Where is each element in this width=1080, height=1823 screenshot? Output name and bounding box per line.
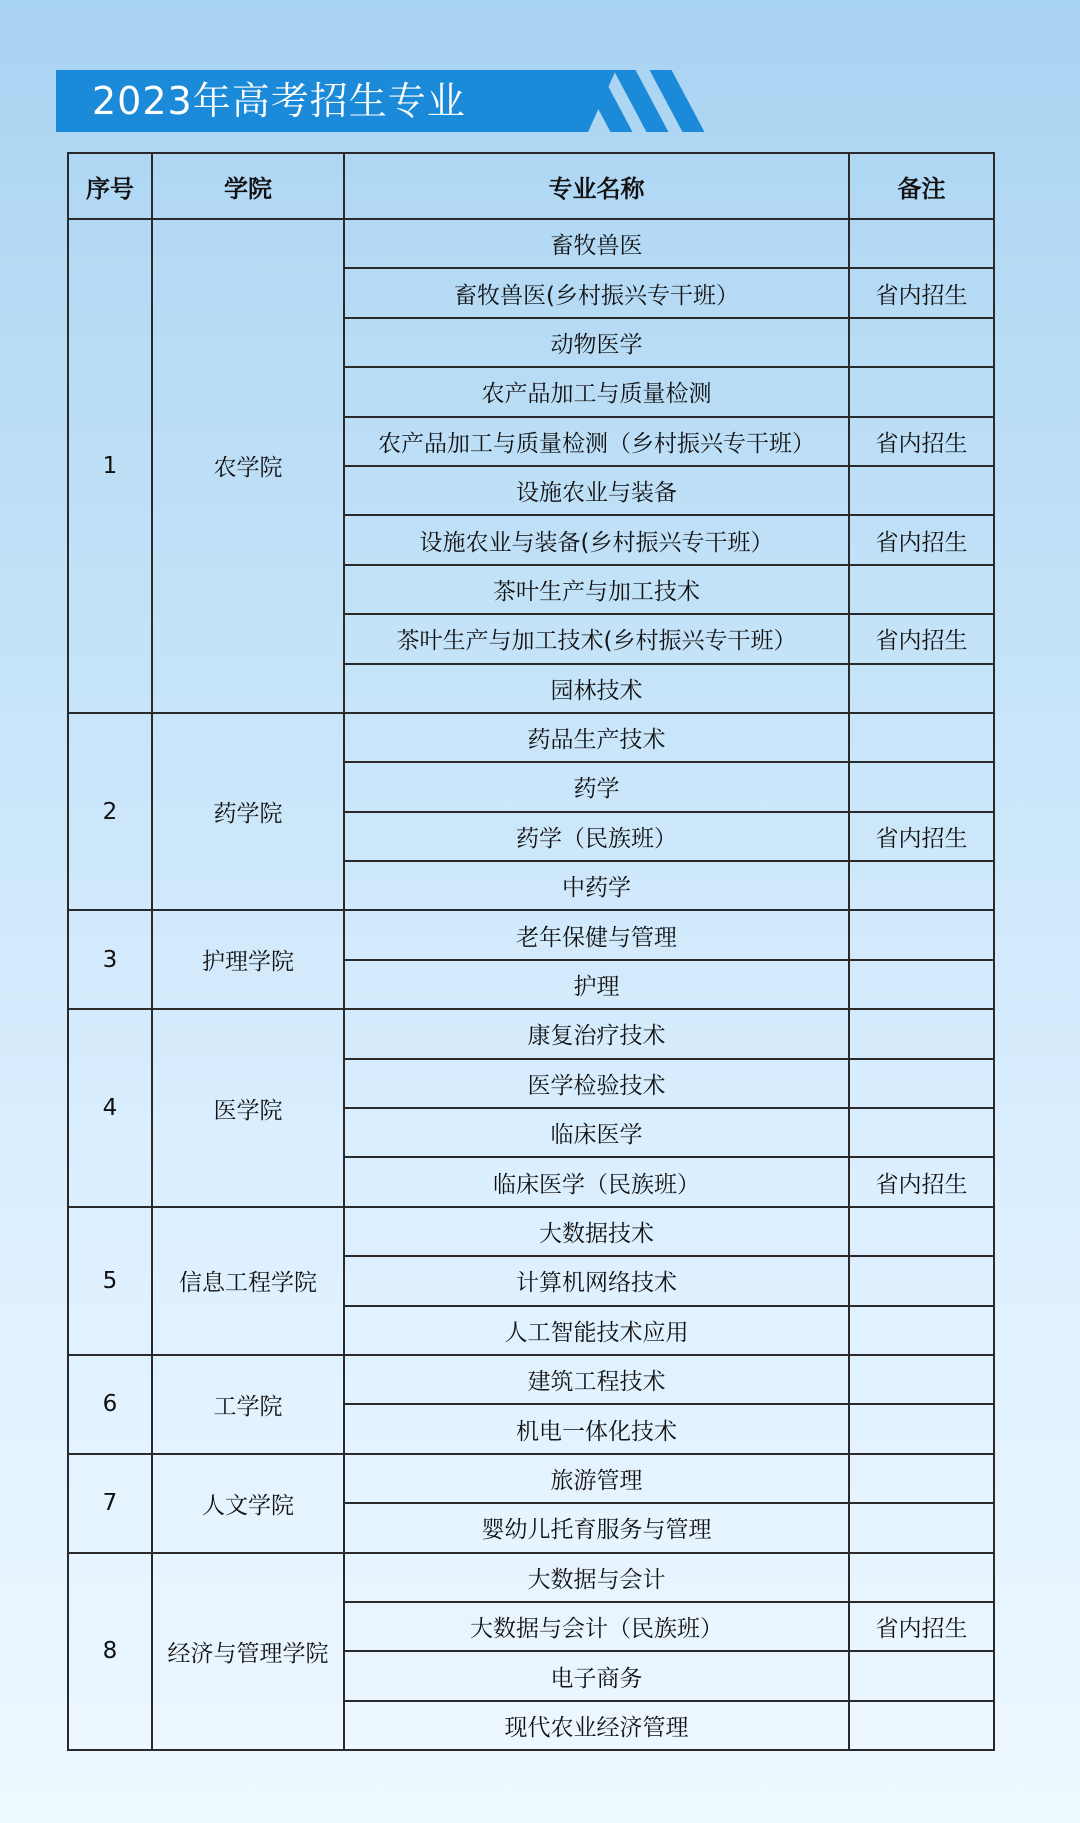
page-title: 2023年高考招生专业 xyxy=(92,79,466,123)
college-name: 工学院 xyxy=(152,1355,344,1454)
major-remark xyxy=(849,1256,994,1305)
major-name: 农产品加工与质量检测（乡村振兴专干班） xyxy=(344,417,849,466)
table-row xyxy=(68,1454,994,1503)
major-remark xyxy=(849,861,994,910)
major-remark: 省内招生 xyxy=(849,515,994,564)
college-name: 经济与管理学院 xyxy=(152,1553,344,1751)
major-name: 旅游管理 xyxy=(344,1454,849,1503)
table-row xyxy=(68,1553,994,1602)
major-remark xyxy=(849,367,994,416)
major-remark xyxy=(849,713,994,762)
major-remark xyxy=(849,1553,994,1602)
major-name: 护理 xyxy=(344,960,849,1009)
major-name: 医学检验技术 xyxy=(344,1059,849,1108)
college-name: 药学院 xyxy=(152,713,344,911)
major-remark xyxy=(849,1059,994,1108)
major-name: 康复治疗技术 xyxy=(344,1009,849,1058)
major-name: 大数据技术 xyxy=(344,1207,849,1256)
major-remark xyxy=(849,1454,994,1503)
group-index: 6 xyxy=(68,1355,152,1454)
major-remark xyxy=(849,1009,994,1058)
table-row xyxy=(68,219,994,268)
major-remark xyxy=(849,1108,994,1157)
major-remark xyxy=(849,960,994,1009)
major-name: 现代农业经济管理 xyxy=(344,1701,849,1750)
table-header-row xyxy=(68,153,994,219)
header-index: 序号 xyxy=(68,153,152,219)
table-row xyxy=(68,1355,994,1404)
major-name: 设施农业与装备 xyxy=(344,466,849,515)
major-remark xyxy=(849,1701,994,1750)
decorative-stripes xyxy=(590,70,720,132)
major-remark xyxy=(849,762,994,811)
major-remark: 省内招生 xyxy=(849,812,994,861)
major-name: 建筑工程技术 xyxy=(344,1355,849,1404)
major-remark xyxy=(849,1404,994,1453)
group-index: 7 xyxy=(68,1454,152,1553)
major-remark xyxy=(849,565,994,614)
major-name: 人工智能技术应用 xyxy=(344,1306,849,1355)
group-index: 8 xyxy=(68,1553,152,1751)
major-name: 临床医学 xyxy=(344,1108,849,1157)
table-row xyxy=(68,910,994,959)
major-name: 茶叶生产与加工技术(乡村振兴专干班） xyxy=(344,614,849,663)
major-name: 大数据与会计 xyxy=(344,1553,849,1602)
major-remark xyxy=(849,318,994,367)
major-name: 中药学 xyxy=(344,861,849,910)
group-index: 4 xyxy=(68,1009,152,1207)
major-remark: 省内招生 xyxy=(849,268,994,317)
major-remark xyxy=(849,910,994,959)
major-name: 老年保健与管理 xyxy=(344,910,849,959)
college-name: 护理学院 xyxy=(152,910,344,1009)
college-name: 人文学院 xyxy=(152,1454,344,1553)
major-name: 畜牧兽医 xyxy=(344,219,849,268)
major-remark xyxy=(849,664,994,713)
major-name: 计算机网络技术 xyxy=(344,1256,849,1305)
table-row xyxy=(68,1009,994,1058)
header-major: 专业名称 xyxy=(344,153,849,219)
table-row xyxy=(68,713,994,762)
major-remark xyxy=(849,1207,994,1256)
college-name: 信息工程学院 xyxy=(152,1207,344,1355)
college-name: 医学院 xyxy=(152,1009,344,1207)
major-remark xyxy=(849,219,994,268)
major-name: 大数据与会计（民族班） xyxy=(344,1602,849,1651)
table-body xyxy=(68,219,994,1750)
major-name: 药品生产技术 xyxy=(344,713,849,762)
major-name: 畜牧兽医(乡村振兴专干班） xyxy=(344,268,849,317)
major-remark: 省内招生 xyxy=(849,614,994,663)
group-index: 3 xyxy=(68,910,152,1009)
major-remark xyxy=(849,466,994,515)
majors-table xyxy=(67,152,995,1751)
major-name: 设施农业与装备(乡村振兴专干班） xyxy=(344,515,849,564)
major-remark xyxy=(849,1503,994,1552)
group-index: 5 xyxy=(68,1207,152,1355)
major-name: 动物医学 xyxy=(344,318,849,367)
group-index: 1 xyxy=(68,219,152,713)
major-remark: 省内招生 xyxy=(849,1157,994,1206)
major-remark: 省内招生 xyxy=(849,1602,994,1651)
major-name: 园林技术 xyxy=(344,664,849,713)
college-name: 农学院 xyxy=(152,219,344,713)
major-name: 婴幼儿托育服务与管理 xyxy=(344,1503,849,1552)
header-college: 学院 xyxy=(152,153,344,219)
major-remark xyxy=(849,1306,994,1355)
table-row xyxy=(68,1207,994,1256)
major-name: 临床医学（民族班） xyxy=(344,1157,849,1206)
major-name: 药学（民族班） xyxy=(344,812,849,861)
major-name: 茶叶生产与加工技术 xyxy=(344,565,849,614)
major-name: 药学 xyxy=(344,762,849,811)
major-name: 电子商务 xyxy=(344,1651,849,1700)
major-name: 机电一体化技术 xyxy=(344,1404,849,1453)
major-remark xyxy=(849,1651,994,1700)
group-index: 2 xyxy=(68,713,152,911)
major-remark xyxy=(849,1355,994,1404)
major-name: 农产品加工与质量检测 xyxy=(344,367,849,416)
major-remark: 省内招生 xyxy=(849,417,994,466)
header-remark: 备注 xyxy=(849,153,994,219)
